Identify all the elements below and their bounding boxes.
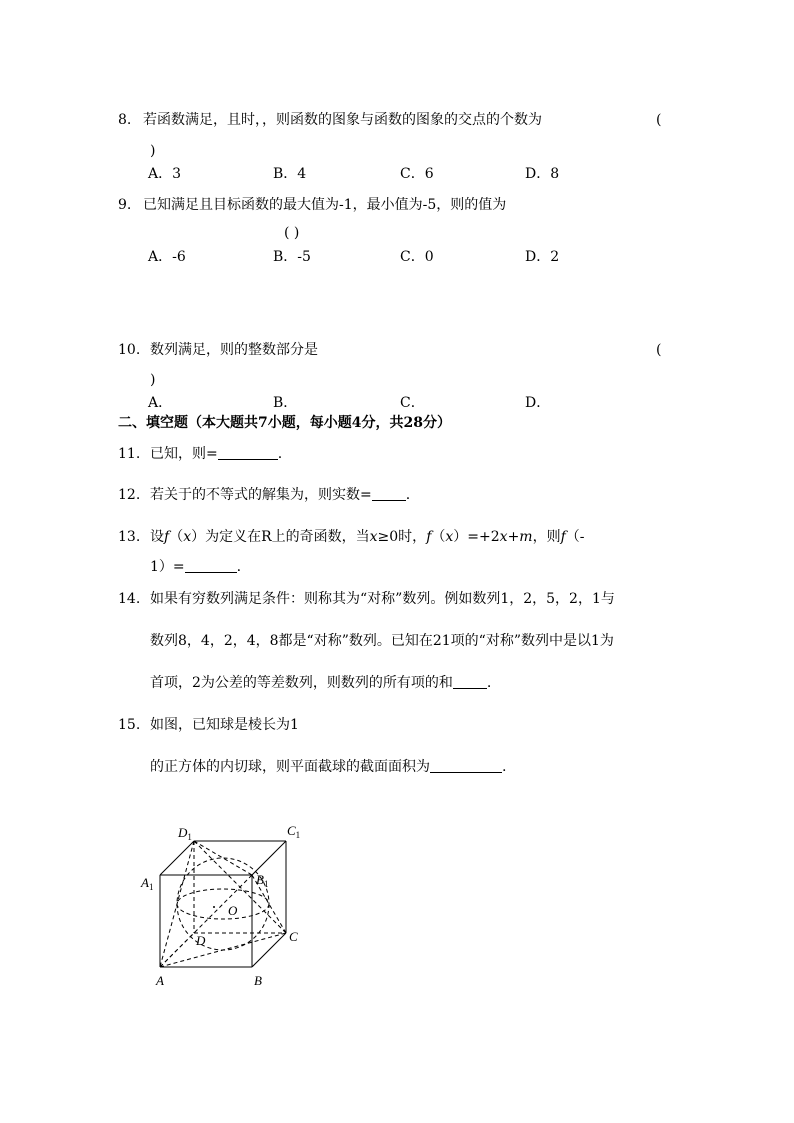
- q10-paren-open: (: [656, 342, 662, 358]
- label-d1: $D_1$: [178, 825, 192, 842]
- q8-option-c: C．6: [400, 166, 434, 182]
- q13-number: 13.: [118, 529, 141, 545]
- label-c1: $C_1$: [287, 823, 301, 840]
- q14-answer-blank[interactable]: [453, 674, 487, 689]
- q14-line3: 首项，2为公差的等差数列，则数列的所有项的和 .: [150, 675, 492, 691]
- q8-number: 8.: [118, 112, 132, 128]
- q10-option-d: D．: [525, 395, 551, 411]
- q8-option-b: B．4: [273, 166, 307, 182]
- q10-paren-close: ): [150, 372, 156, 388]
- q9-option-c: C．0: [400, 249, 434, 265]
- q8-paren-open: (: [656, 112, 662, 128]
- q13-line2: 1）= .: [150, 559, 242, 575]
- label-a: A: [156, 973, 164, 988]
- q9-option-a: A．-6: [148, 249, 186, 265]
- q11-number: 11.: [118, 446, 141, 462]
- q13-answer-blank[interactable]: [185, 558, 237, 573]
- q10-stem: 数列满足，则的整数部分是: [150, 342, 318, 358]
- q8-paren-close: ): [150, 143, 156, 159]
- q14-line1: 如果有穷数列满足条件：则称其为“对称”数列。例如数列1，2，5，2，1与: [150, 591, 615, 607]
- q15-answer-blank[interactable]: [430, 758, 502, 773]
- q13-line1: 设f（x）为定义在R上的奇函数，当x≥0时，f（x）=+2x+m，则f（-: [150, 529, 585, 545]
- q9-number: 9.: [118, 197, 132, 213]
- label-b: B: [254, 973, 262, 988]
- label-o: O: [228, 903, 238, 918]
- label-d: D: [196, 933, 206, 948]
- q9-stem: 已知满足且目标函数的最大值为-1，最小值为-5，则的值为: [143, 197, 507, 213]
- q9-option-d: D．2: [525, 249, 560, 265]
- q8-option-a: A．3: [148, 166, 182, 182]
- q15-line2: 的正方体的内切球，则平面截球的截面面积为 .: [150, 759, 507, 775]
- q11-answer-blank[interactable]: [218, 445, 278, 460]
- q12-answer-blank[interactable]: [372, 486, 406, 501]
- q14-number: 14.: [118, 591, 141, 607]
- q8-stem: 若函数满足，且时，，则函数的图象与函数的图象的交点的个数为: [143, 112, 542, 128]
- q10-option-c: C．: [400, 395, 425, 411]
- q12-number: 12.: [118, 487, 141, 503]
- q10-option-b: B．: [273, 395, 298, 411]
- q15-line1: 如图，已知球是棱长为1: [150, 717, 299, 733]
- q8-option-d: D．8: [525, 166, 560, 182]
- q15-number: 15.: [118, 717, 141, 733]
- q10-number: 10.: [118, 342, 141, 358]
- q12-text: 若关于的不等式的解集为，则实数= .: [150, 487, 411, 503]
- q10-option-a: A．: [148, 395, 173, 411]
- label-b1: $B_1$: [256, 872, 269, 889]
- q9-paren: ( ): [284, 225, 300, 241]
- q9-option-b: B．-5: [273, 249, 311, 265]
- q11-text: 已知，则= .: [150, 446, 283, 462]
- q14-line2: 数列8，4，2，4，8都是“对称”数列。已知在21项的“对称”数列中是以1为: [150, 633, 614, 649]
- section-heading: 二、填空题（本大题共7小题，每小题4分，共28分）: [118, 415, 451, 431]
- label-a1: $A_1$: [141, 875, 154, 892]
- cube-sphere-figure: [130, 815, 350, 995]
- label-c: C: [289, 929, 298, 944]
